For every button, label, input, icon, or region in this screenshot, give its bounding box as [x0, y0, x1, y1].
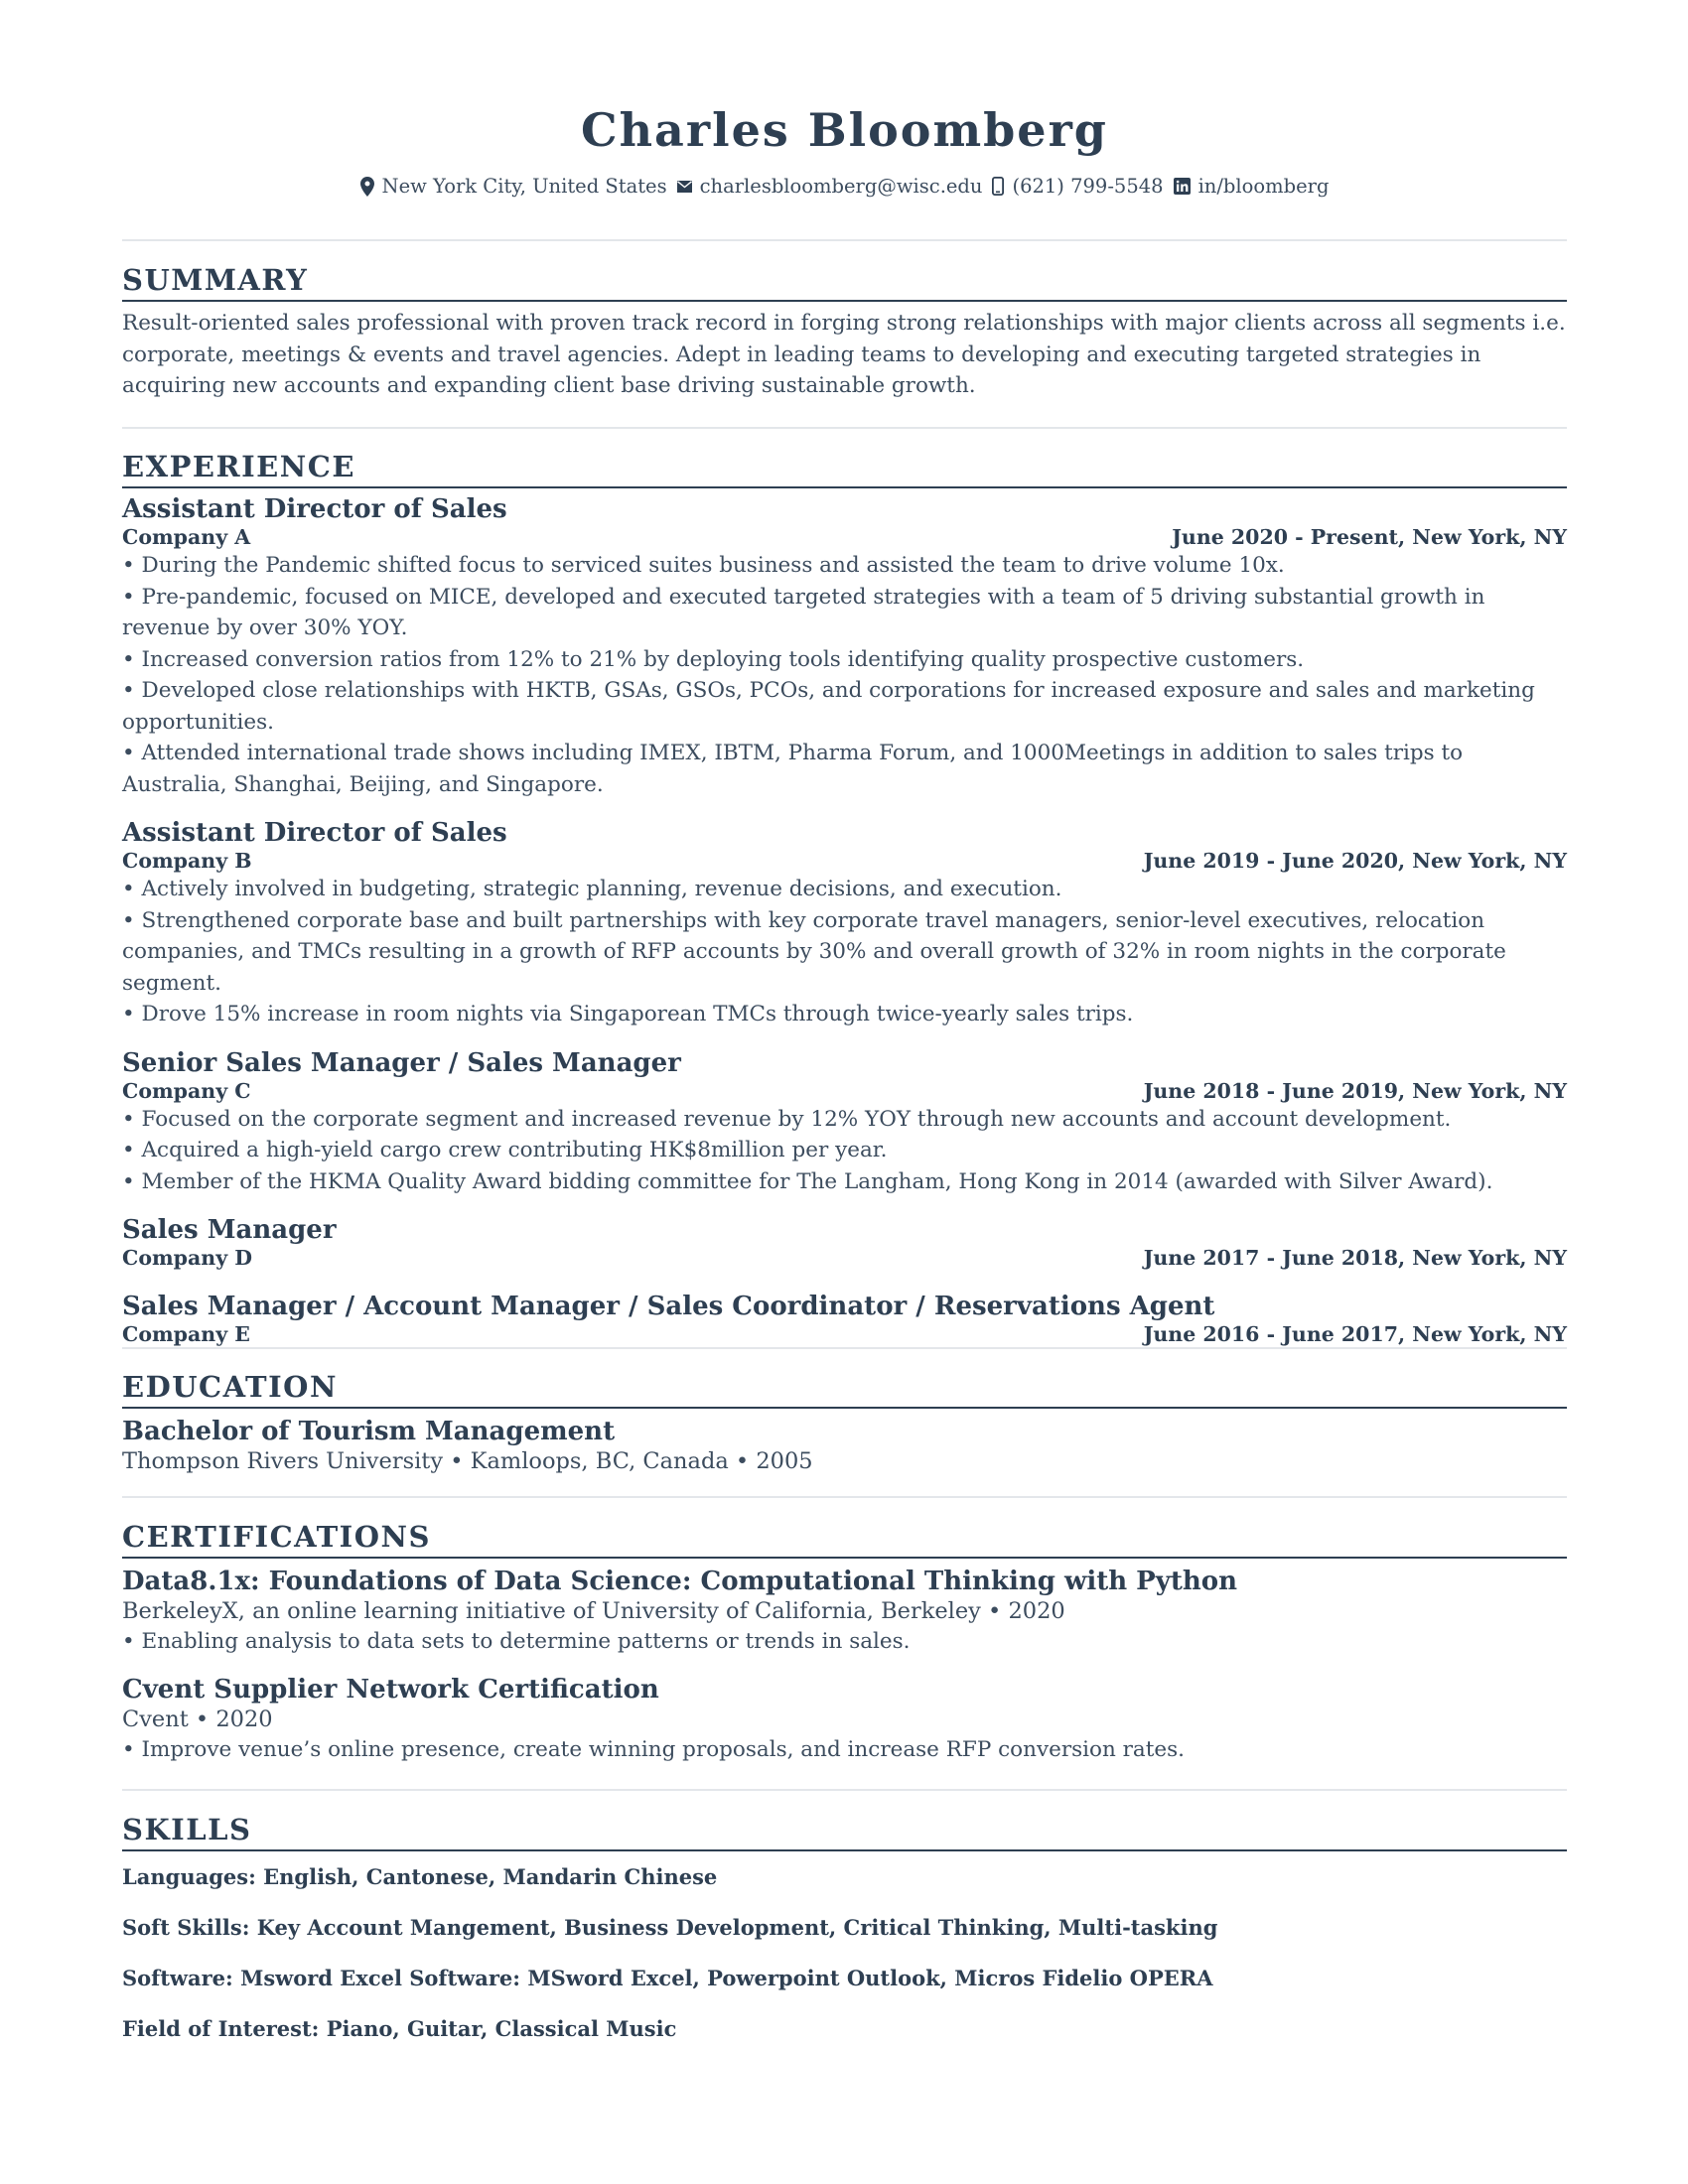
job-entry — [122, 1292, 1567, 1347]
bullet-item: • Attended international trade shows including IMEX, IBTM, Pharma Forum, and 1000Meetings in addition to sales trips to Australia, Shanghai, Beijing, and Singapore. — [122, 741, 1464, 797]
skills-field-of-interest: Field of Interest: Piano, Guitar, Classical Music — [122, 2016, 677, 2041]
company-name: Company D — [122, 1246, 253, 1270]
skills-soft-skills: Soft Skills: Key Account Mangement, Business Development, Critical Thinking, Multi-tasking — [122, 1915, 1218, 1940]
job-title: Assistant Director of Sales — [122, 818, 507, 848]
job-meta — [122, 1079, 1567, 1104]
job-meta — [122, 1322, 1567, 1347]
section-title-certifications: CERTIFICATIONS — [122, 1517, 1567, 1559]
company-name: Company C — [122, 1078, 251, 1103]
experience-section — [122, 447, 1567, 1347]
job-meta — [122, 1246, 1567, 1271]
skills-languages: Languages: English, Cantonese, Mandarin Chinese — [122, 1864, 718, 1889]
job-entry — [122, 494, 1567, 800]
mobile-phone-icon — [992, 177, 1004, 196]
bullet-item: • During the Pandemic shifted focus to serviced suites business and assisted the team to drive volume 10x. — [122, 553, 1285, 578]
bullet-item: • Pre-pandemic, focused on MICE, developed and executed targeted strategies with a team of 5 driving substantial growth in revenue by over 30% YOY. — [122, 584, 1485, 640]
section-title-experience: EXPERIENCE — [122, 447, 1567, 488]
divider — [122, 1347, 1567, 1349]
job-dates: June 2019 - June 2020, New York, NY — [1143, 849, 1567, 873]
job-dates: June 2020 - Present, New York, NY — [1172, 525, 1567, 549]
job-title: Senior Sales Manager / Sales Manager — [122, 1047, 681, 1078]
bullet-item: • Developed close relationships with HKTB, GSAs, GSOs, PCOs, and corporations for increased exposure and sales and marketing opportunities. — [122, 678, 1535, 735]
bullet-item: • Increased conversion ratios from 12% to 21% by deploying tools identifying quality prospective customers. — [122, 646, 1305, 672]
bullet-item: • Enabling analysis to data sets to determine patterns or trends in sales. — [122, 1629, 911, 1654]
job-dates: June 2018 - June 2019, New York, NY — [1143, 1078, 1567, 1103]
envelope-icon — [677, 181, 692, 193]
contact-bar — [122, 175, 1567, 198]
company-name: Company B — [122, 849, 252, 873]
contact-linkedin[interactable] — [1174, 175, 1330, 198]
job-title: Sales Manager / Account Manager / Sales Coordinator / Reservations Agent — [122, 1292, 1215, 1321]
bullet-item: • Actively involved in budgeting, strategic planning, revenue decisions, and execution. — [122, 877, 1062, 901]
education-section — [122, 1367, 1567, 1476]
bullet-item: • Member of the HKMA Quality Award bidding committee for The Langham, Hong Kong in 2014 (awarded with Silver Award). — [122, 1168, 1493, 1194]
skills-software: Software: Msword Excel Software: MSword Excel, Powerpoint Outlook, Micros Fidelio OPERA — [122, 1966, 1213, 1990]
job-entry — [122, 818, 1567, 1030]
job-entry — [122, 1048, 1567, 1198]
certification-name: Data8.1x: Foundations of Data Science: Computational Thinking with Python — [122, 1567, 1237, 1596]
education-details: Thompson Rivers University • Kamloops, BC, Canada • 2005 — [122, 1448, 813, 1474]
divider — [122, 427, 1567, 429]
job-meta — [122, 849, 1567, 874]
divider — [122, 1789, 1567, 1791]
company-name: Company A — [122, 525, 251, 549]
linkedin-icon — [1174, 178, 1191, 195]
summary-text: Result-oriented sales professional with proven track record in forging strong relationships with major clients across all segments i.e. corporate, meetings & events and travel agencies. Adept in leading teams to developing and executing targeted strategies in acquiring new accounts and expanding client base driving sustainable growth. — [122, 311, 1566, 398]
contact-phone — [992, 175, 1163, 198]
job-dates: June 2016 - June 2017, New York, NY — [1143, 1322, 1567, 1346]
divider — [122, 1496, 1567, 1498]
section-title-education: EDUCATION — [122, 1367, 1567, 1409]
candidate-name: Charles Bloomberg — [581, 103, 1108, 157]
bullet-item: • Acquired a high-yield cargo crew contributing HK$8million per year. — [122, 1138, 888, 1162]
job-meta — [122, 525, 1567, 550]
contact-location — [360, 175, 667, 198]
job-entry — [122, 1215, 1567, 1271]
linkedin-link[interactable]: in/bloomberg — [1197, 175, 1330, 198]
divider — [122, 239, 1567, 241]
summary-section — [122, 260, 1567, 402]
job-title: Assistant Director of Sales — [122, 494, 507, 524]
certifications-section — [122, 1517, 1567, 1765]
job-bullets — [122, 1104, 1567, 1198]
bullet-item: • Focused on the corporate segment and increased revenue by 12% YOY through new accounts and account development. — [122, 1106, 1452, 1132]
bullet-item: • Improve venue’s online presence, create winning proposals, and increase RFP conversion rates. — [122, 1736, 1185, 1762]
bullet-item: • Strengthened corporate base and built partnerships with key corporate travel managers, senior-level executives, relocation companies, and TMCs resulting in a growth of RFP accounts by 30% and overall growth of 32% in room nights in the corporate segment. — [122, 907, 1506, 996]
map-pin-icon — [360, 177, 374, 197]
certification-entry — [122, 1675, 1567, 1766]
degree-title: Bachelor of Tourism Management — [122, 1417, 616, 1446]
certification-entry — [122, 1567, 1567, 1658]
contact-email[interactable] — [677, 175, 983, 198]
company-name: Company E — [122, 1322, 250, 1346]
job-bullets — [122, 550, 1567, 800]
certification-issuer: Cvent • 2020 — [122, 1706, 273, 1732]
certification-issuer: BerkeleyX, an online learning initiative of University of California, Berkeley • 2020 — [122, 1598, 1065, 1624]
phone-text: (621) 799-5548 — [1012, 175, 1164, 198]
location-text: New York City, United States — [381, 175, 667, 198]
job-title: Sales Manager — [122, 1215, 337, 1245]
email-link[interactable]: charlesbloomberg@wisc.edu — [699, 175, 983, 198]
job-dates: June 2017 - June 2018, New York, NY — [1143, 1246, 1567, 1270]
section-title-summary: SUMMARY — [122, 260, 1567, 302]
certification-name: Cvent Supplier Network Certification — [122, 1674, 659, 1705]
bullet-item: • Drove 15% increase in room nights via Singaporean TMCs through twice-yearly sales trips. — [122, 1002, 1134, 1026]
job-bullets — [122, 874, 1567, 1030]
section-title-skills: SKILLS — [122, 1810, 1567, 1851]
skills-section — [122, 1810, 1567, 2044]
